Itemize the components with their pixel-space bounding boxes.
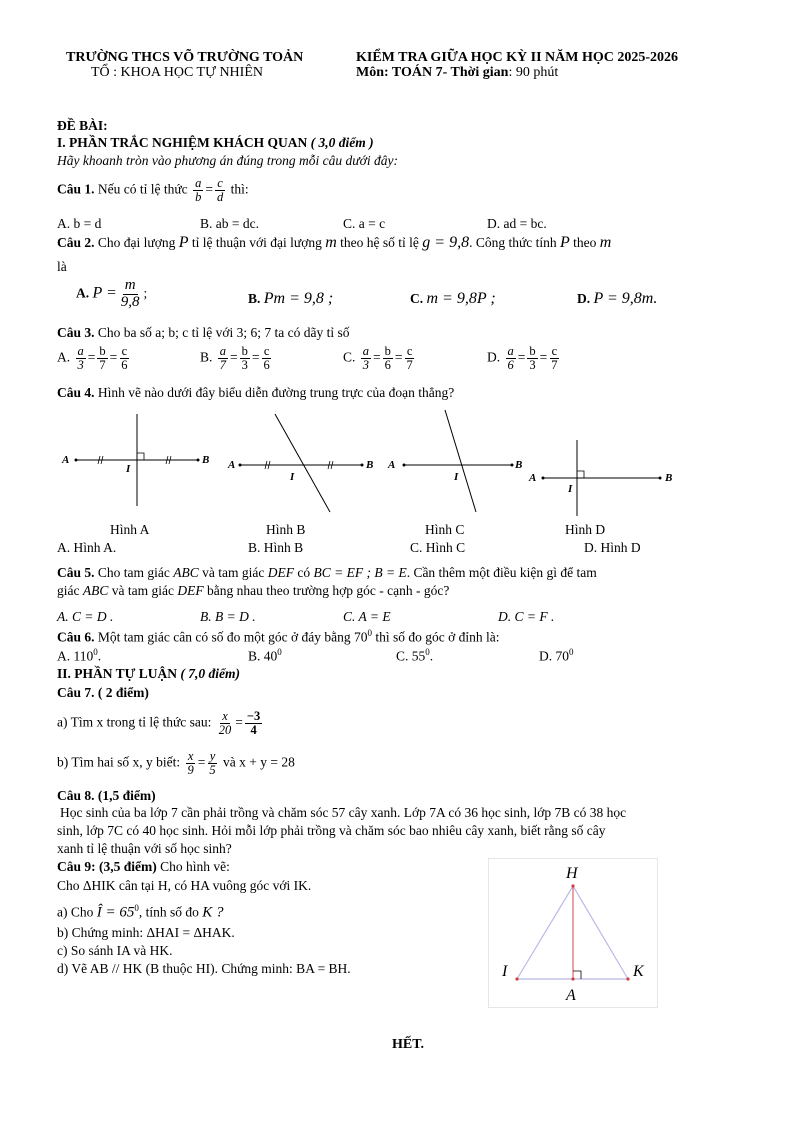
q7-label: Câu 7. ( 2 điểm) (57, 685, 149, 700)
part1-heading (57, 135, 374, 151)
part1-score: ( 3,0 điểm ) (310, 135, 374, 150)
q9-given: Cho ΔHIK cân tại H, có HA vuông góc với IK. (57, 878, 312, 893)
q9-a: a) Cho Î = $65^0$, tính số đo K ? (57, 903, 224, 921)
q2-option-b[interactable]: B. Pm = 9,8 ; (248, 290, 334, 307)
q1-frac1: $\frac{a}{b}$ (195, 176, 202, 205)
q1-option-d[interactable]: D. ad = bc. (487, 216, 547, 231)
subject-line (356, 65, 558, 81)
q5-option-d[interactable]: D. C = F . (498, 609, 555, 624)
q5-option-b[interactable]: B. B = D . (200, 609, 256, 624)
fig-a-label-i: I (126, 463, 131, 475)
caption-d: Hình D (565, 522, 606, 537)
part1-title: I. PHẦN TRẮC NGHIỆM KHÁCH QUAN (57, 135, 308, 150)
q4-figures (50, 408, 750, 518)
q9-c: c) So sánh IA và HK. (57, 943, 173, 958)
q1-option-c[interactable]: C. a = c (343, 216, 386, 231)
q4-stem: Câu 4. Hình vẽ nào dưới đây biểu diễn đường trung trực của đoạn thẳng? (57, 385, 455, 400)
q4-option-c[interactable]: C. Hình C (410, 540, 466, 555)
caption-a: Hình A (110, 522, 150, 537)
de-bai-heading: ĐỀ BÀI: (57, 118, 108, 133)
fig-c-label-a: A (388, 459, 396, 471)
q9-d: d) Vẽ AB // HK (B thuộc HI). Chứng minh: BA = BH. (57, 961, 351, 976)
fig9-label-h: H (566, 865, 578, 882)
q6-stem: Câu 6. Một tam giác cân có số đo một góc ở đáy bằng $70^0$ thì số đo góc ở đỉnh là: (57, 628, 500, 645)
fig-b-label-b: B (366, 459, 374, 471)
school-name: TRƯỜNG THCS VÕ TRƯỜNG TOẢN (66, 50, 304, 65)
part1-instruction: Hãy khoanh tròn vào phương án đúng trong mỗi câu dưới đây: (57, 153, 398, 168)
q8-line-1: Học sinh của ba lớp 7 cần phải trồng và chăm sóc 57 cây xanh. Lớp 7A có 36 học sinh, lớp 7B có 38 học (60, 805, 627, 820)
q1-option-a[interactable]: A. b = d (57, 216, 102, 231)
q2-option-c[interactable]: C. m = 9,8P ; (410, 290, 496, 307)
q4-option-b[interactable]: B. Hình B (248, 540, 304, 555)
fig-b-label-i: I (290, 471, 295, 483)
q1-stem: Câu 1. Nếu có tỉ lệ thức $\frac{a}{b}$ = $\frac{c}{d}$ thì: (57, 176, 249, 205)
q8-label: Câu 8. (1,5 điểm) (57, 788, 156, 803)
part2-heading: II. PHẦN TỰ LUẬN ( 7,0 điểm) (57, 666, 241, 681)
q6-option-d[interactable]: D. $70^0$ (539, 647, 574, 664)
q3-option-a[interactable]: A. $\frac{a}{3}$ = $\frac{b}{7}$ = $\frac{c}{6}$ (57, 344, 128, 373)
q6-option-c[interactable]: C. $55^0$. (396, 647, 434, 664)
figure-b (227, 414, 373, 512)
q9-stem: Câu 9: (3,5 điểm) Cho hình vẽ: (57, 859, 230, 874)
subject-time: : 90 phút (508, 65, 559, 80)
figure-d (528, 440, 672, 516)
fig-a-label-b: B (202, 454, 210, 466)
q3-option-b[interactable]: B. $\frac{a}{7}$ = $\frac{b}{3}$ = $\frac{c}{6}$ (200, 344, 270, 373)
q8-line-2: sinh, lớp 7C có 40 học sinh. Hỏi mỗi lớp phải trồng và chăm sóc bao nhiêu cây xanh, biết rằng số cây (57, 823, 606, 838)
q4-option-d[interactable]: D. Hình D (584, 540, 641, 555)
fig9-label-i: I (502, 963, 508, 980)
exam-title: KIỂM TRA GIỮA HỌC KỲ II NĂM HỌC 2025-2026 (356, 50, 679, 65)
figure-a (61, 414, 209, 506)
q8-line-3: xanh tỉ lệ thuận với số học sinh? (57, 841, 232, 856)
q2-stem-la: là (57, 259, 67, 274)
q3-option-c[interactable]: C. $\frac{a}{3}$ = $\frac{b}{6}$ = $\frac{c}{7}$ (343, 344, 413, 373)
q7-a: a) Tìm x trong tỉ lệ thức sau: $\frac{x}{20}$ = $\frac{-3}{4}$ (57, 709, 261, 738)
fig-c-label-b: B (515, 459, 523, 471)
fig-c-label-i: I (454, 471, 459, 483)
q5-stem-2: giác ABC và tam giác DEF bằng nhau theo trường hợp góc - cạnh - góc? (57, 583, 450, 598)
q5-option-c[interactable]: C. A = E (343, 609, 391, 624)
q1-option-b[interactable]: B. ab = dc. (200, 216, 259, 231)
q2-option-a[interactable]: A. P = $\frac{m}{9,8}$ ; (76, 277, 148, 310)
q2-stem: Câu 2. Cho đại lượng P tỉ lệ thuận với đại lượng m theo hệ số tỉ lệ g = 9,8. Công thức tính P theo m (57, 234, 612, 251)
fig-b-label-a: A (228, 459, 236, 471)
caption-c: Hình C (425, 522, 465, 537)
q2-option-d[interactable]: D. P = 9,8m. (577, 290, 658, 307)
q3-stem: Câu 3. Cho ba số a; b; c tỉ lệ với 3; 6; 7 ta có dãy tỉ số (57, 325, 350, 340)
q4-option-a[interactable]: A. Hình A. (57, 540, 117, 555)
figure-c (387, 410, 522, 512)
fig9-label-k: K (633, 963, 644, 980)
end-marker: HẾT. (392, 1037, 425, 1052)
subject-label: Môn: TOÁN 7- Thời gian (356, 65, 509, 80)
fig-d-label-i: I (568, 483, 573, 495)
q1-tail: thì: (230, 181, 249, 197)
q5-stem: Câu 5. Cho tam giác ABC và tam giác DEF có BC = EF ; B = E. Cần thêm một điều kiện gì để tam (57, 565, 597, 580)
department: TỔ : KHOA HỌC TỰ NHIÊN (91, 65, 263, 80)
fig-d-label-b: B (665, 472, 673, 484)
q3-option-d[interactable]: D. $\frac{a}{6}$ = $\frac{b}{3}$ = $\frac{c}{7}$ (487, 344, 558, 373)
q6-option-b[interactable]: B. $40^0$ (248, 647, 282, 664)
q1-frac2: $\frac{c}{d}$ (216, 176, 224, 205)
q9-triangle-figure (488, 858, 658, 1008)
q7-b: b) Tìm hai số x, y biết: $\frac{x}{9}$ = $\frac{y}{5}$ và x + y = 28 (57, 749, 295, 778)
q9-b: b) Chứng minh: ΔHAI = ΔHAK. (57, 925, 235, 940)
q1-text: Nếu có tỉ lệ thức (97, 181, 188, 197)
caption-b: Hình B (266, 522, 306, 537)
q5-option-a[interactable]: A. C = D . (57, 609, 114, 624)
fig-a-label-a: A (62, 454, 70, 466)
fig-d-label-a: A (529, 472, 537, 484)
q1-label: Câu 1. (57, 181, 95, 197)
fig9-label-a: A (566, 987, 576, 1004)
q6-option-a[interactable]: A. $110^0$. (57, 647, 102, 664)
